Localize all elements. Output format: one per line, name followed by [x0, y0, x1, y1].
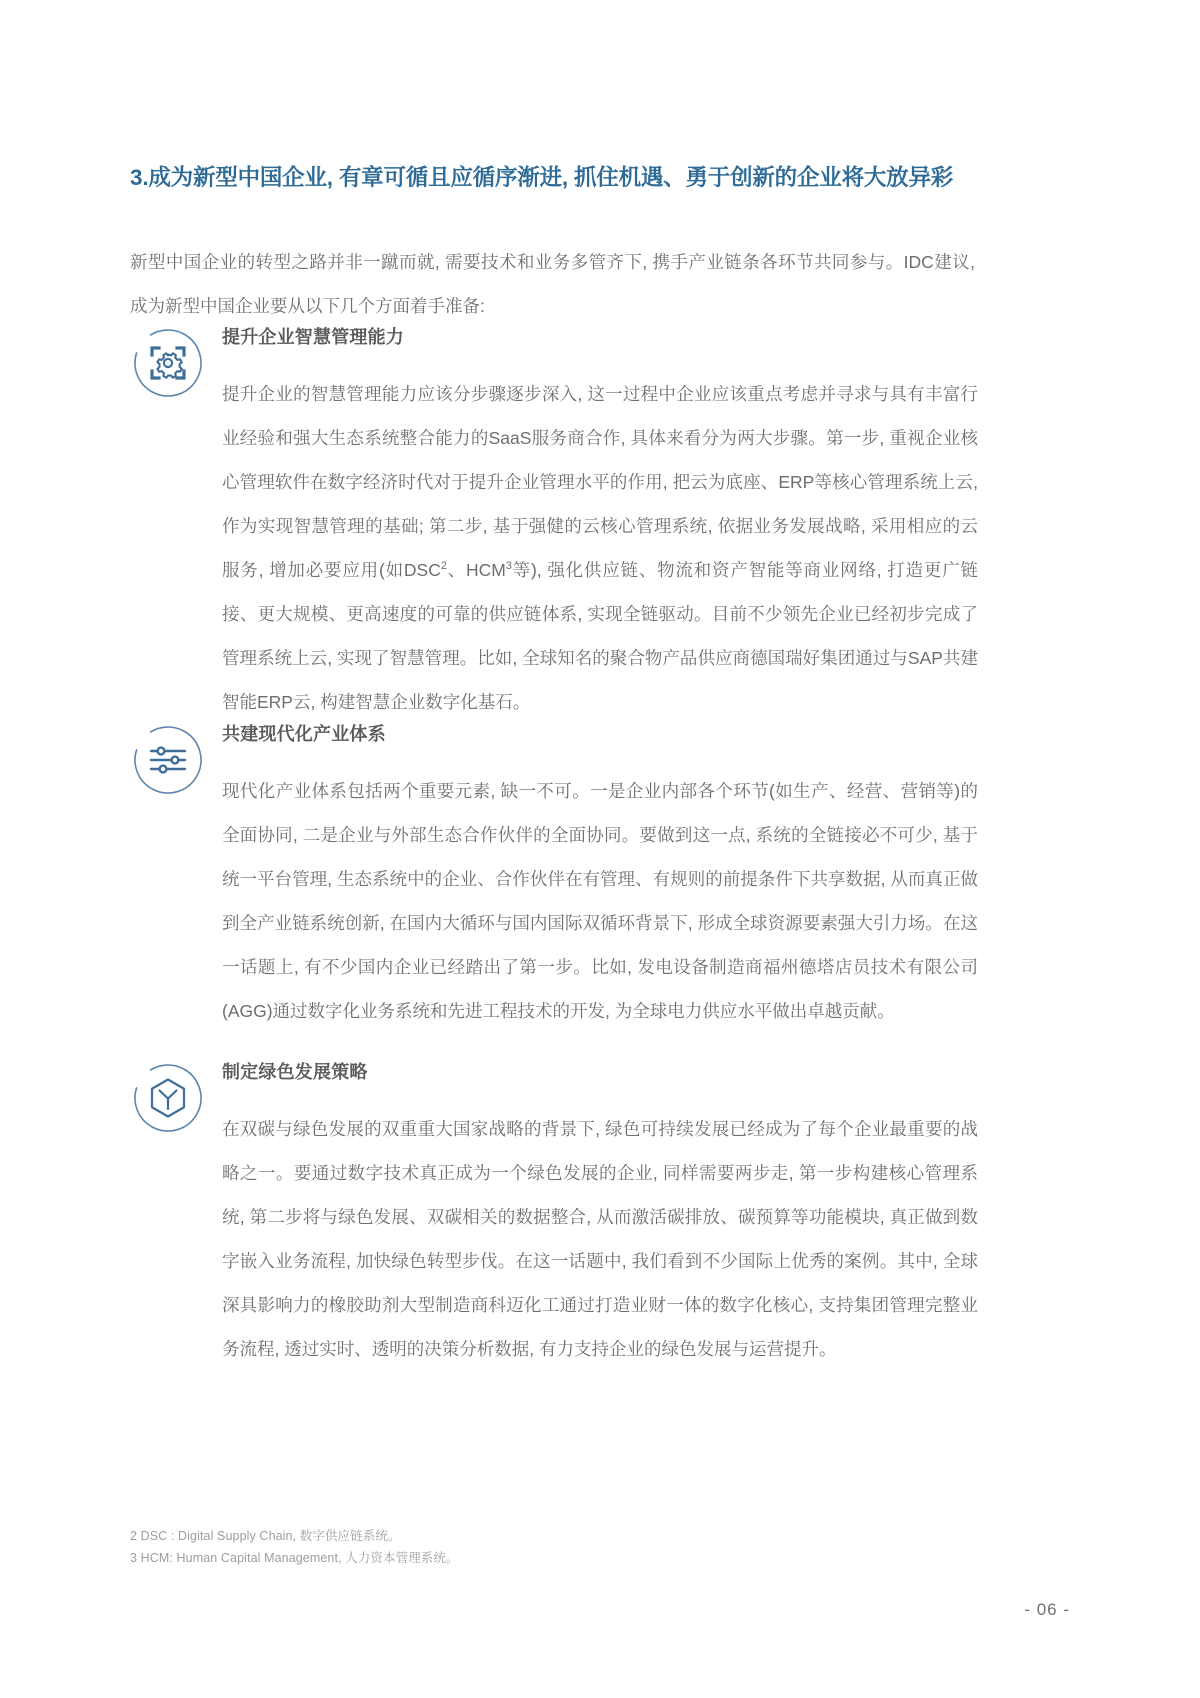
block-body [222, 722, 978, 1033]
block-paragraph: 在双碳与绿色发展的双重重大国家战略的背景下, 绿色可持续发展已经成为了每个企业最重要的战略之一。要通过数字技术真正成为一个绿色发展的企业, 同样需要两步走, 第一步构建核心管理系统, 第二步将与绿色发展、双碳相关的数据整合, 从而激活碳排放、碳预算等功能模块, 真正做到数字嵌入业务流程, 加快绿色转型步伐。在这一话题中, 我们看到不少国际上优秀的案例。其中, 全球深具影响力的橡胶助剂大型制造商科迈化工通过打造业财一体的数字化核心, 支持集团管理完整业务流程, 透过实时、透明的决策分析数据, 有力支持企业的绿色发展与运营提升。 [222, 1119, 978, 1360]
footnote-3: 3 HCM: Human Capital Management, 人力资本管理系统。 [130, 1551, 459, 1565]
page-number: - 06 - [1024, 1600, 1070, 1619]
page-title: 3.成为新型中国企业, 有章可循且应循序渐进, 抓住机遇、勇于创新的企业将大放异彩 [130, 164, 954, 190]
content-block-smart-management [130, 325, 978, 724]
text-segment: 等), 强化供应链、物流和资产智能等商业网络, 打造更广链接、更大规模、更高速度的可靠的供应链体系, 实现全链驱动。目前不少领先企业已经初步完成了管理系统上云, 实现了智慧管理。比如, 全球知名的聚合物产品供应商德国瑞好集团通过与SAP共建智能ERP云, 构建智慧企业数字化基石。 [222, 560, 978, 713]
text-segment: 、HCM [446, 560, 506, 581]
footnotes [130, 1525, 830, 1569]
block-title: 制定绿色发展策略 [222, 1062, 368, 1082]
scan-gear-icon [130, 325, 206, 401]
block-title: 提升企业智慧管理能力 [222, 327, 404, 347]
block-paragraph: 现代化产业体系包括两个重要元素, 缺一不可。一是企业内部各个环节(如生产、经营、营销等)的全面协同, 二是企业与外部生态合作伙伴的全面协同。要做到这一点, 系统的全链接必不可少, 基于统一平台管理, 生态系统中的企业、合作伙伴在有管理、有规则的前提条件下共享数据, 从而真正做到全产业链系统创新, 在国内大循环与国内国际双循环背景下, 形成全球资源要素强大引力场。在这一话题上, 有不少国内企业已经踏出了第一步。比如, 发电设备制造商福州德塔店员技术有限公司(AGG)通过数字化业务系统和先进工程技术的开发, 为全球电力供应水平做出卓越贡献。 [222, 781, 978, 1022]
sliders-icon [130, 722, 206, 798]
footnote-ref-2: 2 [440, 560, 447, 573]
hexagon-node-icon [130, 1060, 206, 1136]
intro-paragraph: 新型中国企业的转型之路并非一蹴而就, 需要技术和业务多管齐下, 携手产业链条各环节共同参与。IDC建议, 成为新型中国企业要从以下几个方面着手准备: [130, 251, 975, 316]
content-block-green-strategy [130, 1060, 978, 1371]
block-body [222, 1060, 978, 1371]
text-segment: 提升企业的智慧管理能力应该分步骤逐步深入, 这一过程中企业应该重点考虑并寻求与具有丰富行业经验和强大生态系统整合能力的SaaS服务商合作, 具体来看分为两大步骤。第一步, 重视企业核心管理软件在数字经济时代对于提升企业管理水平的作用, 把云为底座、ERP等核心管理系统上云, 作为实现智慧管理的基础; 第二步, 基于强健的云核心管理系统, 依据业务发展战略, 采用相应的云服务, 增加必要应用(如DSC [222, 384, 978, 581]
content-block-industrial-system [130, 722, 978, 1033]
block-title: 共建现代化产业体系 [222, 724, 386, 744]
block-paragraph [222, 372, 978, 724]
footnote-ref-3: 3 [505, 560, 512, 573]
footnote-2: 2 DSC : Digital Supply Chain, 数字供应链系统。 [130, 1529, 401, 1543]
block-body [222, 325, 978, 724]
